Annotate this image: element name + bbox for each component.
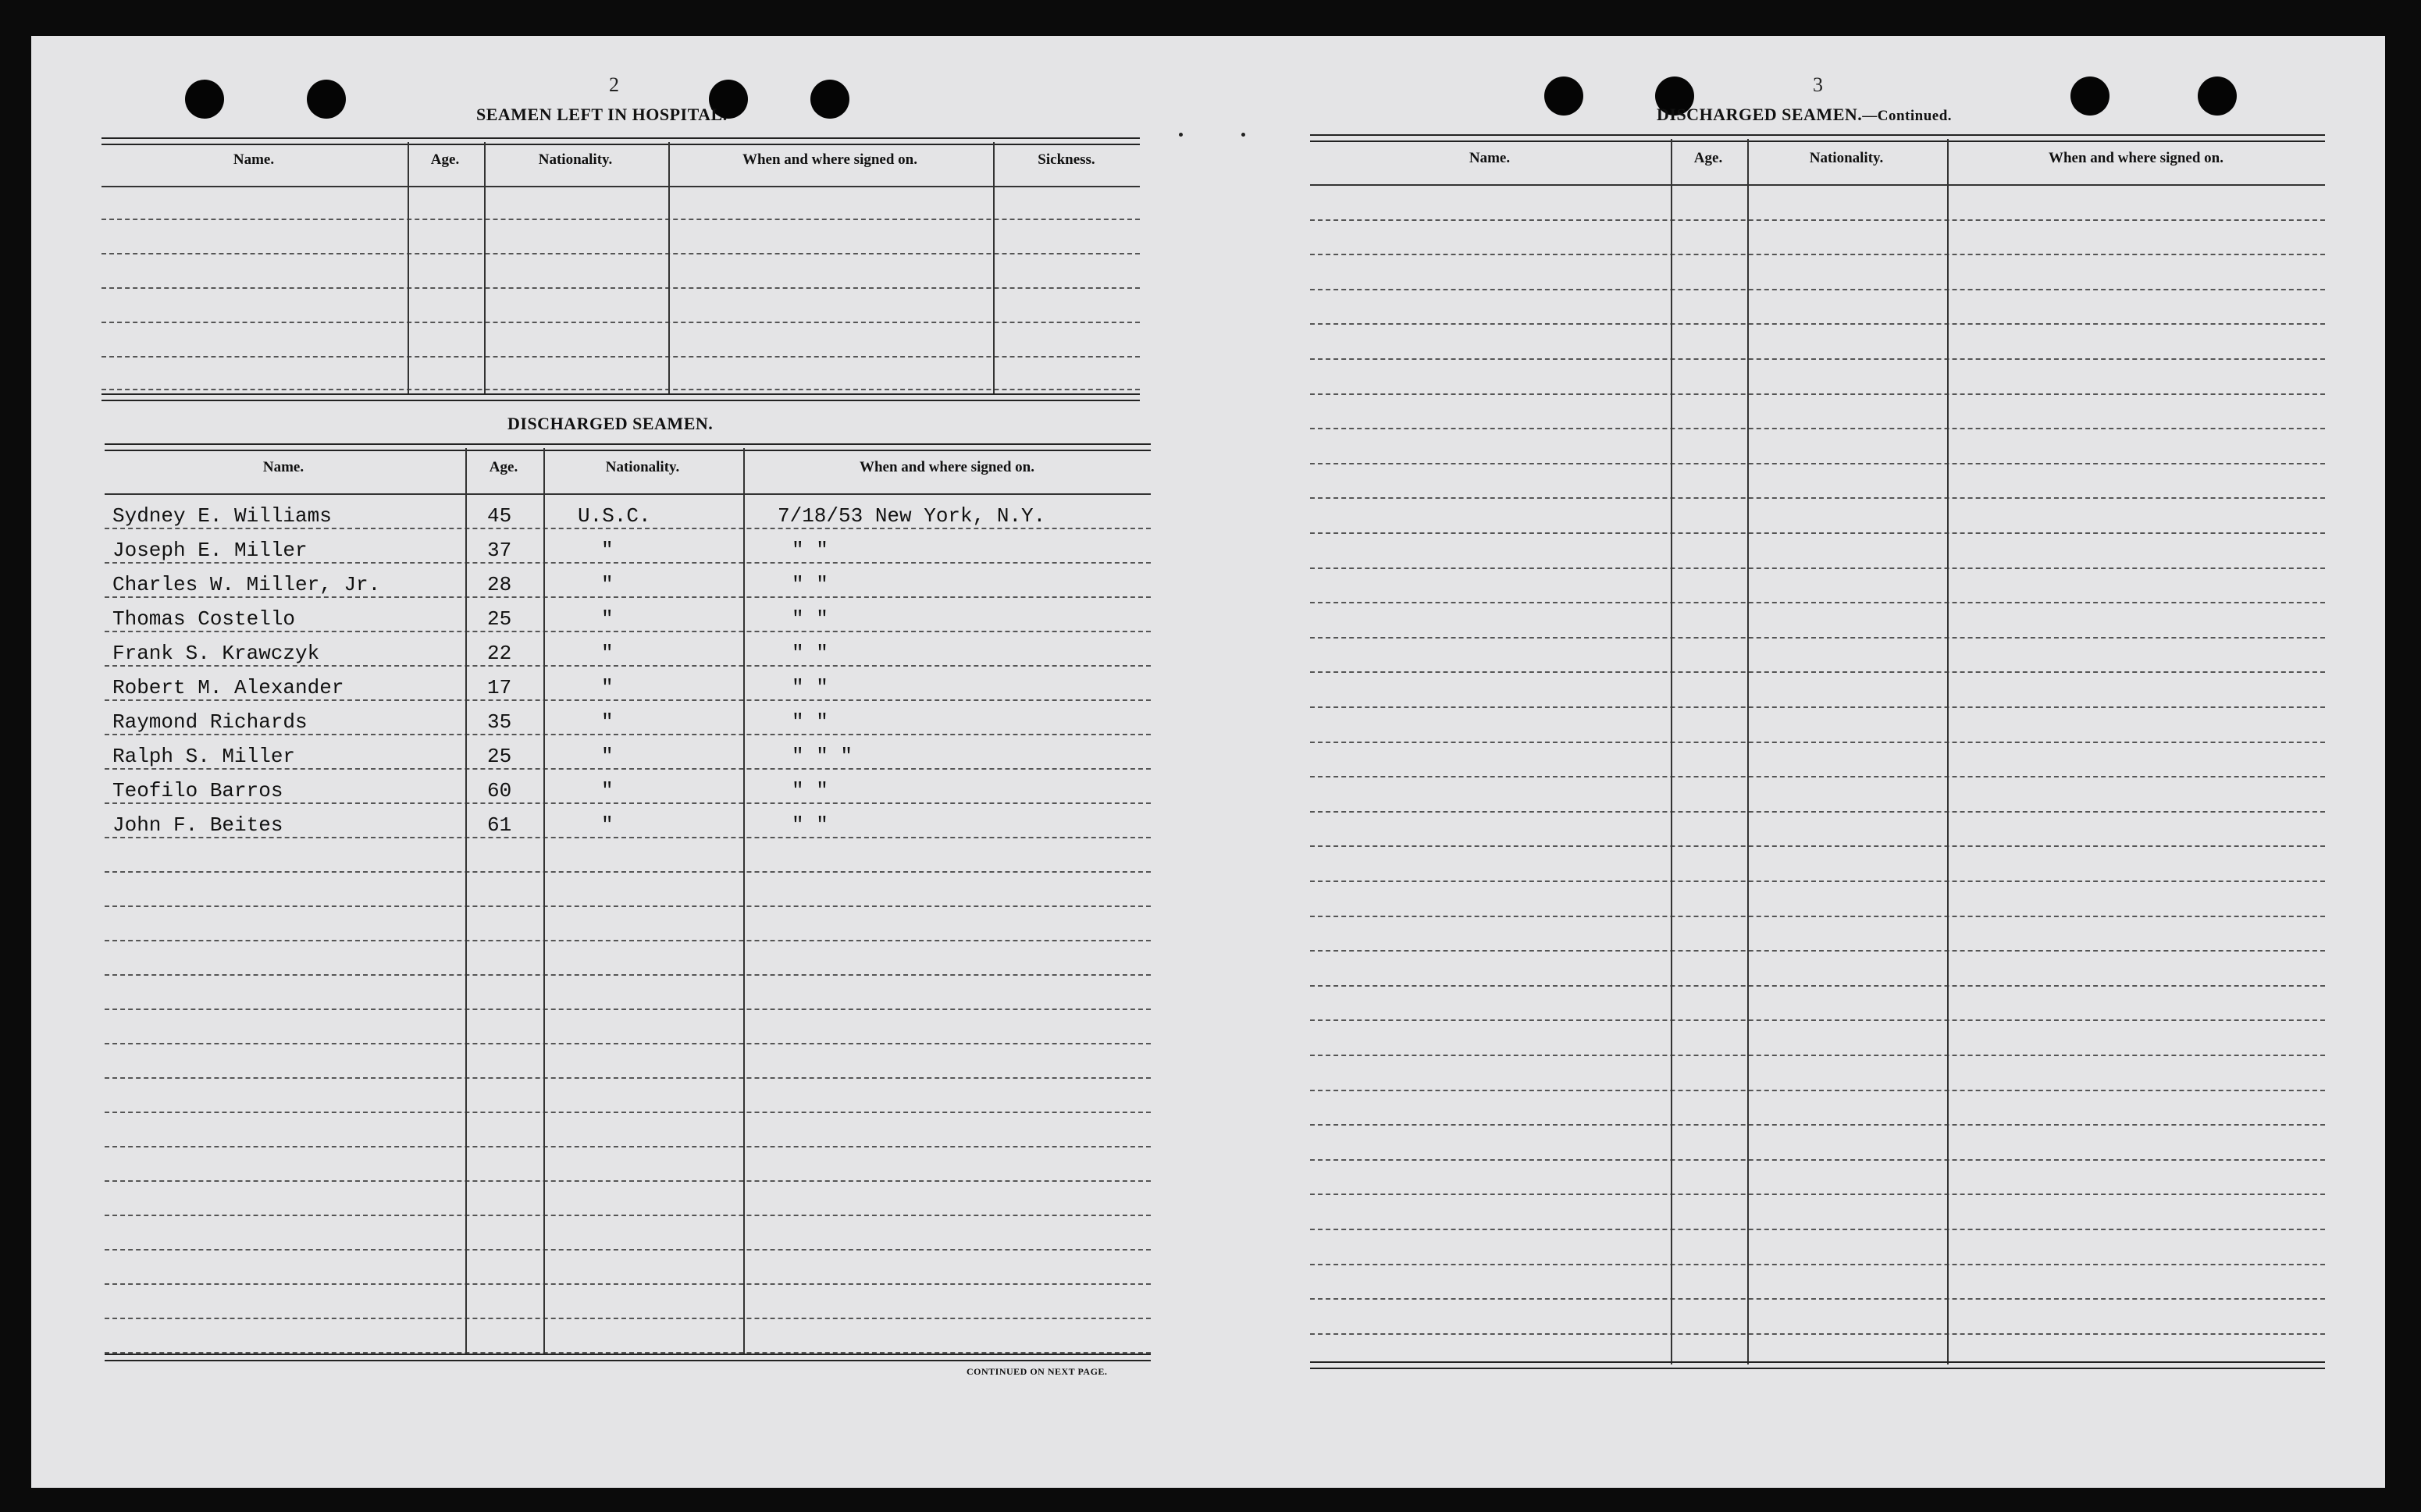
seaman-signed-on: 7/18/53 New York, N.Y. (778, 504, 1046, 528)
seaman-nationality: " (601, 745, 614, 768)
right-page (1249, 36, 2366, 1488)
row-rule (105, 1283, 1151, 1285)
row-rule (1310, 916, 2325, 917)
row-rule (105, 699, 1151, 701)
col-header-nationality: Nationality. (538, 151, 613, 168)
seaman-age: 22 (487, 642, 512, 665)
punch-hole (185, 80, 224, 119)
title-suffix: —Continued. (1862, 108, 1953, 124)
row-rule (105, 1077, 1151, 1079)
seaman-signed-on: " " (792, 539, 828, 562)
row-rule (1310, 1229, 2325, 1230)
seaman-age: 45 (487, 504, 512, 528)
row-rule (105, 734, 1151, 735)
row-rule (1310, 532, 2325, 534)
discharged-section-title: DISCHARGED SEAMEN. (507, 414, 714, 433)
row-rule (1310, 289, 2325, 290)
row-rule (1310, 706, 2325, 708)
row-rule (1310, 1264, 2325, 1265)
row-rule (105, 1180, 1151, 1182)
row-rule (105, 837, 1151, 838)
seaman-name: John F. Beites (112, 813, 283, 837)
row-rule (105, 768, 1151, 770)
seaman-signed-on: " " (792, 607, 828, 631)
seaman-name: Ralph S. Miller (112, 745, 296, 768)
row-rule (1310, 1090, 2325, 1091)
page-title (1657, 105, 1952, 125)
row-rule (1310, 1298, 2325, 1300)
row-rule (1310, 1159, 2325, 1161)
row-rule (105, 1009, 1151, 1010)
seaman-signed-on: " " (792, 710, 828, 734)
seaman-age: 17 (487, 676, 512, 699)
punch-hole (2198, 76, 2237, 116)
row-rule (105, 562, 1151, 564)
seaman-signed-on: " " (792, 573, 828, 596)
ledger-sheet (31, 36, 2385, 1488)
row-rule (105, 974, 1151, 976)
col-header-nationality: Nationality. (1809, 150, 1884, 166)
seaman-signed-on: " " (792, 676, 828, 699)
seaman-nationality: " (601, 813, 614, 837)
row-rule (1310, 742, 2325, 743)
seaman-nationality: " (601, 779, 614, 802)
row-rule (105, 871, 1151, 873)
col-header-name: Name. (262, 459, 304, 475)
row-rule (105, 1146, 1151, 1147)
seaman-signed-on: " " (792, 779, 828, 802)
row-rule (1310, 950, 2325, 952)
seaman-nationality: " (601, 710, 614, 734)
seaman-age: 60 (487, 779, 512, 802)
row-rule (1310, 637, 2325, 639)
row-rule (1310, 985, 2325, 987)
col-header-age: Age. (489, 459, 518, 475)
row-rule (1310, 428, 2325, 429)
seaman-nationality: U.S.C. (578, 504, 651, 528)
discharged-table-continued (1310, 134, 2325, 1422)
row-rule (1310, 845, 2325, 847)
paper-speck (1241, 133, 1245, 137)
continued-note: CONTINUED ON NEXT PAGE. (967, 1366, 1108, 1377)
col-header-name: Name. (233, 151, 275, 168)
row-rule (1310, 811, 2325, 813)
row-rule (1310, 1019, 2325, 1021)
row-rule (105, 1112, 1151, 1113)
seaman-name: Charles W. Miller, Jr. (112, 573, 381, 596)
row-rule (105, 940, 1151, 941)
punch-hole (2070, 76, 2109, 116)
row-rule (105, 596, 1151, 598)
row-rule (1310, 254, 2325, 255)
row-rule (105, 665, 1151, 667)
row-rule (105, 1249, 1151, 1251)
page-number: 2 (609, 73, 619, 96)
col-header-nationality: Nationality. (605, 459, 680, 475)
row-rule (1310, 358, 2325, 360)
seaman-age: 37 (487, 539, 512, 562)
seaman-signed-on: " " (792, 642, 828, 665)
row-rule (1310, 602, 2325, 603)
col-header-age: Age. (1693, 150, 1723, 166)
seaman-age: 35 (487, 710, 512, 734)
punch-hole (1544, 76, 1583, 116)
punch-hole (307, 80, 346, 119)
seaman-name: Frank S. Krawczyk (112, 642, 320, 665)
seaman-age: 25 (487, 745, 512, 768)
seaman-nationality: " (601, 539, 614, 562)
row-rule (1310, 1333, 2325, 1335)
col-header-signed-on: When and where signed on. (2048, 150, 2223, 166)
row-rule (1310, 671, 2325, 673)
hospital-table (101, 137, 1140, 434)
row-rule (1310, 881, 2325, 882)
row-rule (1310, 463, 2325, 464)
punch-hole (810, 80, 849, 119)
discharged-table (105, 443, 1151, 1411)
row-rule (105, 802, 1151, 804)
page-number: 3 (1813, 73, 1823, 96)
row-rule (105, 1215, 1151, 1216)
seaman-name: Sydney E. Williams (112, 504, 332, 528)
col-header-signed-on: When and where signed on. (859, 459, 1034, 475)
seaman-nationality: " (601, 642, 614, 665)
row-rule (105, 905, 1151, 907)
paper-speck (1179, 133, 1183, 137)
row-rule (1310, 1124, 2325, 1126)
seaman-name: Robert M. Alexander (112, 676, 344, 699)
row-rule (1310, 1194, 2325, 1195)
col-header-name: Name. (1469, 150, 1511, 166)
row-rule (105, 528, 1151, 529)
row-rule (1310, 567, 2325, 569)
seaman-nationality: " (601, 607, 614, 631)
row-rule (1310, 219, 2325, 221)
row-rule (1310, 393, 2325, 395)
seaman-age: 61 (487, 813, 512, 837)
seaman-age: 28 (487, 573, 512, 596)
row-rule (1310, 323, 2325, 325)
col-header-sickness: Sickness. (1038, 151, 1095, 168)
hospital-section-title: SEAMEN LEFT IN HOSPITAL. (476, 105, 728, 124)
col-header-signed-on: When and where signed on. (742, 151, 917, 168)
seaman-age: 25 (487, 607, 512, 631)
seaman-nationality: " (601, 573, 614, 596)
seaman-name: Thomas Costello (112, 607, 296, 631)
row-rule (105, 631, 1151, 632)
col-header-age: Age. (430, 151, 460, 168)
seaman-name: Raymond Richards (112, 710, 308, 734)
seaman-nationality: " (601, 676, 614, 699)
row-rule (105, 1043, 1151, 1044)
row-rule (1310, 1055, 2325, 1056)
row-rule (1310, 497, 2325, 499)
seaman-signed-on: " " (792, 813, 828, 837)
left-page (78, 36, 1194, 1488)
row-rule (1310, 776, 2325, 777)
title-text: DISCHARGED SEAMEN. (1657, 105, 1863, 124)
row-rule (105, 1318, 1151, 1319)
seaman-name: Teofilo Barros (112, 779, 283, 802)
seaman-signed-on: " " " (792, 745, 853, 768)
seaman-name: Joseph E. Miller (112, 539, 308, 562)
